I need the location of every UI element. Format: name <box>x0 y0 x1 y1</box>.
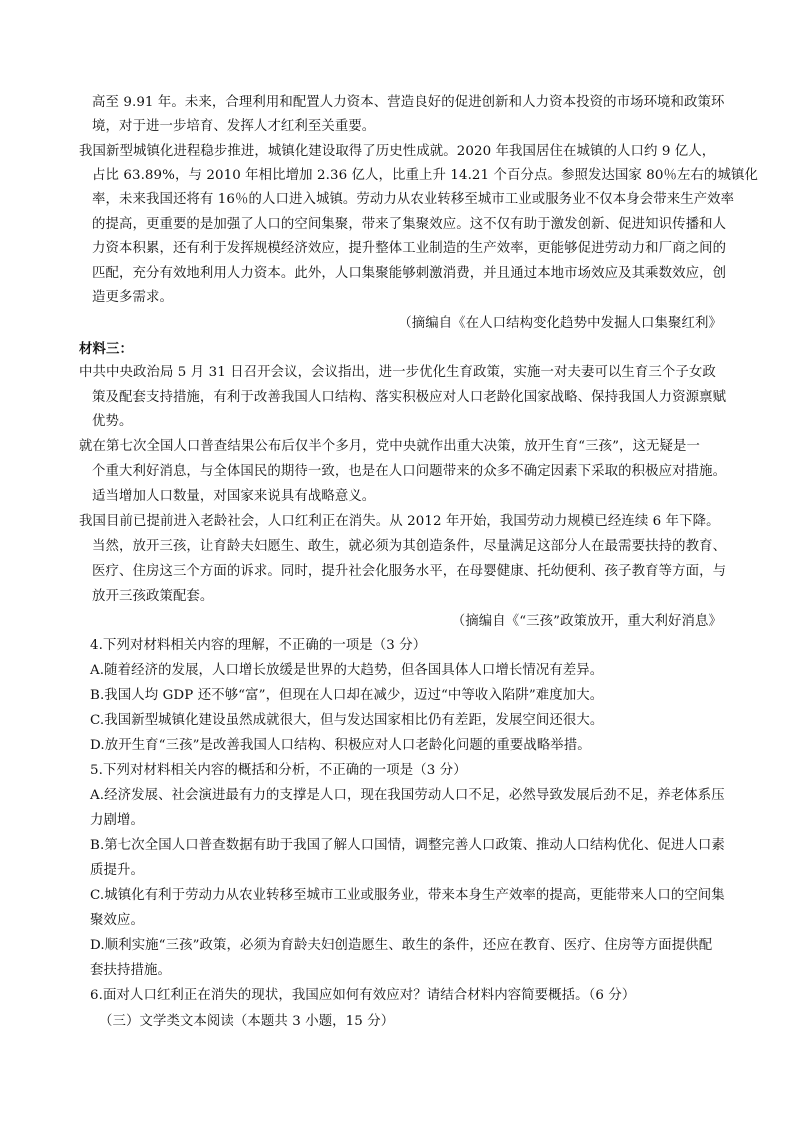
text-line: 我国目前已提前进入老龄社会，人口红利正在消失。从 2012 年开始，我国劳动力规模已经连续 6 年下降。 <box>79 514 720 529</box>
section-title: （三）文学类文本阅读（本题共 3 小题，15 分） <box>99 1014 395 1029</box>
source-citation: （摘编自《在人口结构变化趋势中发掘人口集聚红利》 <box>398 316 722 331</box>
text-line: 力资本积累，还有利于发挥规模经济效应，提升整体工业制造的生产效率，更能够促进劳动力和厂商之间的 <box>92 241 727 256</box>
option-d: D.顺利实施“三孩”政策，必须为育龄夫妇创造愿生、敢生的条件，还应在教育、医疗、住房等方面提供配 <box>90 938 713 953</box>
option-b: B.第七次全国人口普查数据有助于我国了解人口国情，调整完善人口政策、推动人口结构优化、促进人口素 <box>90 838 725 853</box>
source-citation: （摘编自《“三孩”政策放开，重大利好消息》 <box>451 614 722 629</box>
text-line: 造更多需求。 <box>92 290 173 305</box>
option-d-cont: 套扶持措施。 <box>90 963 171 978</box>
text-line: 境，对于进一步培育、发挥人才红利至关重要。 <box>92 119 376 134</box>
text-line: 个重大利好消息，与全体国民的期待一致，也是在人口问题带来的众多不确定因素下采取的积极应对措施。 <box>92 464 727 479</box>
text-line: 就在第七次全国人口普查结果公布后仅半个多月，党中央就作出重大决策，放开生育“三孩”，这无疑是一 <box>79 439 700 454</box>
text-line: 适当增加人口数量，对国家来说具有战略意义。 <box>92 489 376 504</box>
text-line: 中共中央政治局 5 月 31 日召开会议，会议指出，进一步优化生育政策，实施一对夫妻可以生育三个子女政 <box>79 365 716 380</box>
option-c: C.我国新型城镇化建设虽然成就很大，但与发达国家相比仍有差距，发展空间还很大。 <box>90 713 604 728</box>
option-b-cont: 质提升。 <box>90 863 144 878</box>
text-line: 高至 9.91 年。未来，合理利用和配置人力资本、营造良好的促进创新和人力资本投资的市场环境和政策环 <box>92 95 725 110</box>
text-line: 当然，放开三孩，让育龄夫妇愿生、敢生，就必须为其创造条件，尽量满足这部分人在最需要扶持的教育、 <box>92 539 727 554</box>
option-a: A.随着经济的发展，人口增长放缓是世界的大趋势，但各国具体人口增长情况有差异。 <box>90 663 604 678</box>
option-c: C.城镇化有利于劳动力从农业转移至城市工业或服务业，带来本身生产效率的提高，更能带来人口的空间集 <box>90 888 725 903</box>
text-line: 优势。 <box>92 414 133 429</box>
text-line: 我国新型城镇化进程稳步推进，城镇化建设取得了历史性成就。2020 年我国居住在城镇的人口约 9 亿人， <box>79 144 716 159</box>
option-a: A.经济发展、社会演进最有力的支撑是人口，现在我国劳动人口不足，必然导致发展后劲不足，养老体系压 <box>90 788 725 803</box>
question-4: 4.下列对材料相关内容的理解，不正确的一项是（3 分） <box>90 638 427 653</box>
text-line: 医疗、住房这三个方面的诉求。同时，提升社会化服务水平，在母婴健康、托幼便利、孩子教育等方面，与 <box>92 564 727 579</box>
question-5: 5.下列对材料相关内容的概括和分析，不正确的一项是（3 分） <box>90 763 467 778</box>
option-b: B.我国人均 GDP 还不够“富”，但现在人口却在减少，迈过“中等收入陷阱”难度加大。 <box>90 688 604 703</box>
text-line: 策及配套支持措施，有利于改善我国人口结构、落实积极应对人口老龄化国家战略、保持我国人力资源禀赋 <box>92 390 727 405</box>
text-line: 率，未来我国还将有 16％的人口进入城镇。劳动力从农业转移至城市工业或服务业不仅本身会带来生产效率 <box>92 192 735 207</box>
question-6: 6.面对人口红利正在消失的现状，我国应如何有效应对？请结合材料内容简要概括。（6 分） <box>90 988 636 1003</box>
section-heading: 材料三： <box>79 341 133 357</box>
text-line: 占比 63.89%，与 2010 年相比增加 2.36 亿人，比重上升 14.21 个百分点。参照发达国家 80％左右的城镇化 <box>92 168 758 183</box>
option-a-cont: 力剧增。 <box>90 813 144 828</box>
text-line: 匹配，充分有效地利用人力资本。此外，人口集聚能够刺激消费，并且通过本地市场效应及其乘数效应，创 <box>92 266 727 281</box>
text-line: 放开三孩政策配套。 <box>92 589 214 604</box>
text-line: 的提高，更重要的是加强了人口的空间集聚，带来了集聚效应。这不仅有助于激发创新、促进知识传播和人 <box>92 217 727 232</box>
option-c-cont: 聚效应。 <box>90 913 144 928</box>
option-d: D.放开生育“三孩”是改善我国人口结构、积极应对人口老龄化问题的重要战略举措。 <box>90 738 591 753</box>
